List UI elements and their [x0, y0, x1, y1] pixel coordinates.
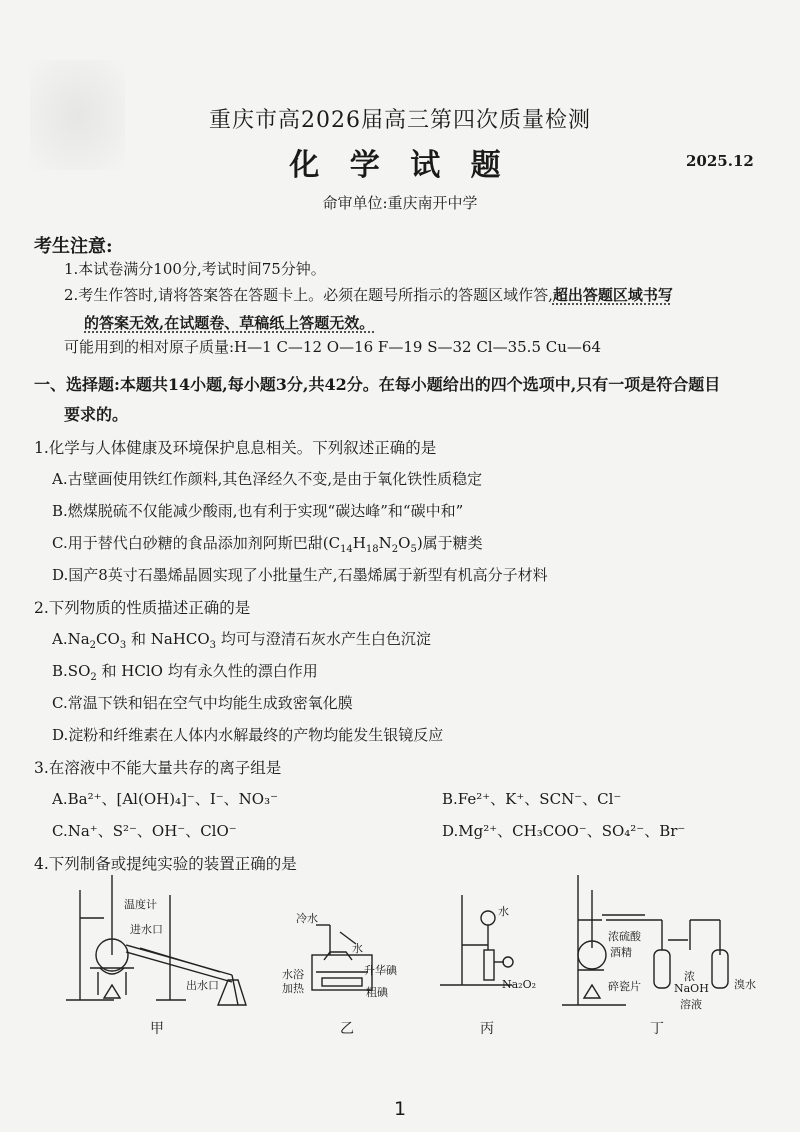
section-heading: 一、选择题:本题共14小题,每小题3分,共42分。在每小题给出的四个选项中,只有一项是符合题目 — [34, 375, 721, 394]
figure-yi — [312, 925, 372, 990]
q1-stem: 1.化学与人体健康及环境保护息息相关。下列叙述正确的是 — [34, 439, 437, 457]
label-naoh: NaOH — [674, 982, 709, 995]
q3-option-b: B.Fe²⁺、K⁺、SCN⁻、Cl⁻ — [442, 790, 622, 808]
notice-item-1: 1.本试卷满分100分,考试时间75分钟。 — [64, 260, 326, 278]
q2-option-d: D.淀粉和纤维素在人体内水解最终的产物均能发生银镜反应 — [52, 726, 444, 744]
figure-label-yi: 乙 — [340, 1021, 354, 1037]
page-title: 化 学 试 题 — [289, 148, 511, 183]
label-water-out: 出水口 — [186, 979, 219, 992]
figure-label-jia: 甲 — [150, 1021, 164, 1037]
label-conc: 浓 — [684, 970, 695, 983]
q3-option-c: C.Na⁺、S²⁻、OH⁻、ClO⁻ — [52, 822, 237, 840]
q3-option-a: A.Ba²⁺、[Al(OH)₄]⁻、I⁻、NO₃⁻ — [52, 790, 279, 808]
page-number: 1 — [393, 1098, 407, 1120]
q1-option-c-post: )属于糖类 — [416, 534, 483, 552]
label-sodium-peroxide: Na₂O₂ — [502, 978, 537, 991]
atomic-mass-line: 可能用到的相对原子质量:H—1 C—12 O—16 F—19 S—32 Cl—35.5 Cu—64 — [64, 338, 601, 356]
label-water-bing: 水 — [498, 905, 509, 918]
q1-option-a: A.古壁画使用铁红作颜料,其色泽经久不变,是由于氧化铁性质稳定 — [52, 470, 483, 488]
label-water-in: 进水口 — [130, 923, 163, 936]
q1-option-b: B.燃煤脱硫不仅能减少酸雨,也有利于实现“碳达峰”和“碳中和” — [52, 502, 464, 520]
notice-item-2-text: 2.考生作答时,请将答案答在答题卡上。必须在题号所指示的答题区域作答, — [64, 286, 553, 304]
label-crude-iodine: 粗碘 — [366, 986, 388, 999]
setting-unit: 命审单位:重庆南开中学 — [322, 194, 478, 212]
figure-jia — [66, 875, 246, 1005]
figure-label-ding: 丁 — [650, 1021, 664, 1037]
label-porcelain-chips: 碎瓷片 — [608, 980, 641, 993]
exam-date: 2025.12 — [686, 152, 754, 170]
school-line: 重庆市高2026届高三第四次质量检测 — [209, 108, 591, 133]
notice-heading: 考生注意: — [34, 236, 113, 257]
notice-item-2-cont: 的答案无效,在试题卷、草稿纸上答题无效。 — [84, 314, 375, 332]
label-water-bath: 水浴 — [282, 968, 304, 981]
q4-stem: 4.下列制备或提纯实验的装置正确的是 — [34, 855, 297, 873]
q3-stem: 3.在溶液中不能大量共存的离子组是 — [34, 759, 282, 777]
label-heating: 加热 — [282, 982, 304, 995]
q2-stem: 2.下列物质的性质描述正确的是 — [34, 599, 251, 617]
label-water: 水 — [352, 942, 363, 955]
figure-label-bing: 丙 — [480, 1021, 494, 1037]
q1-option-d: D.国产8英寸石墨烯晶圆实现了小批量生产,石墨烯属于新型有机高分子材料 — [52, 566, 548, 584]
notice-item-2-emphasis: 超出答题区域书写 — [552, 286, 673, 304]
q2-option-c: C.常温下铁和铝在空气中均能生成致密氧化膜 — [52, 694, 353, 712]
label-conc-sulfuric-acid: 浓硫酸 — [608, 930, 641, 943]
label-cold-water: 冷水 — [296, 912, 318, 925]
q2-option-a: $A.Na_2CO_3$ 和 NaHCO$_3$ 均可与澄清石灰水产生白色沉淀 — [52, 630, 431, 651]
q2-option-b: $B.SO_2$ 和 HClO 均有永久性的漂白作用 — [52, 662, 318, 683]
aspartame-formula: $C_{14}H_{18}N_2O_5$ — [328, 534, 417, 555]
label-bromine-water: 溴水 — [734, 978, 756, 991]
label-ethanol: 酒精 — [610, 946, 632, 959]
label-sublimed-iodine: 升华碘 — [364, 964, 397, 977]
q1-option-c-pre: C.用于替代白砂糖的食品添加剂阿斯巴甜( — [52, 534, 329, 552]
q3-option-d: D.Mg²⁺、CH₃COO⁻、SO₄²⁻、Br⁻ — [442, 822, 686, 840]
label-solution: 溶液 — [680, 998, 702, 1011]
section-heading-cont: 要求的。 — [64, 405, 129, 424]
label-thermometer: 温度计 — [124, 898, 157, 911]
